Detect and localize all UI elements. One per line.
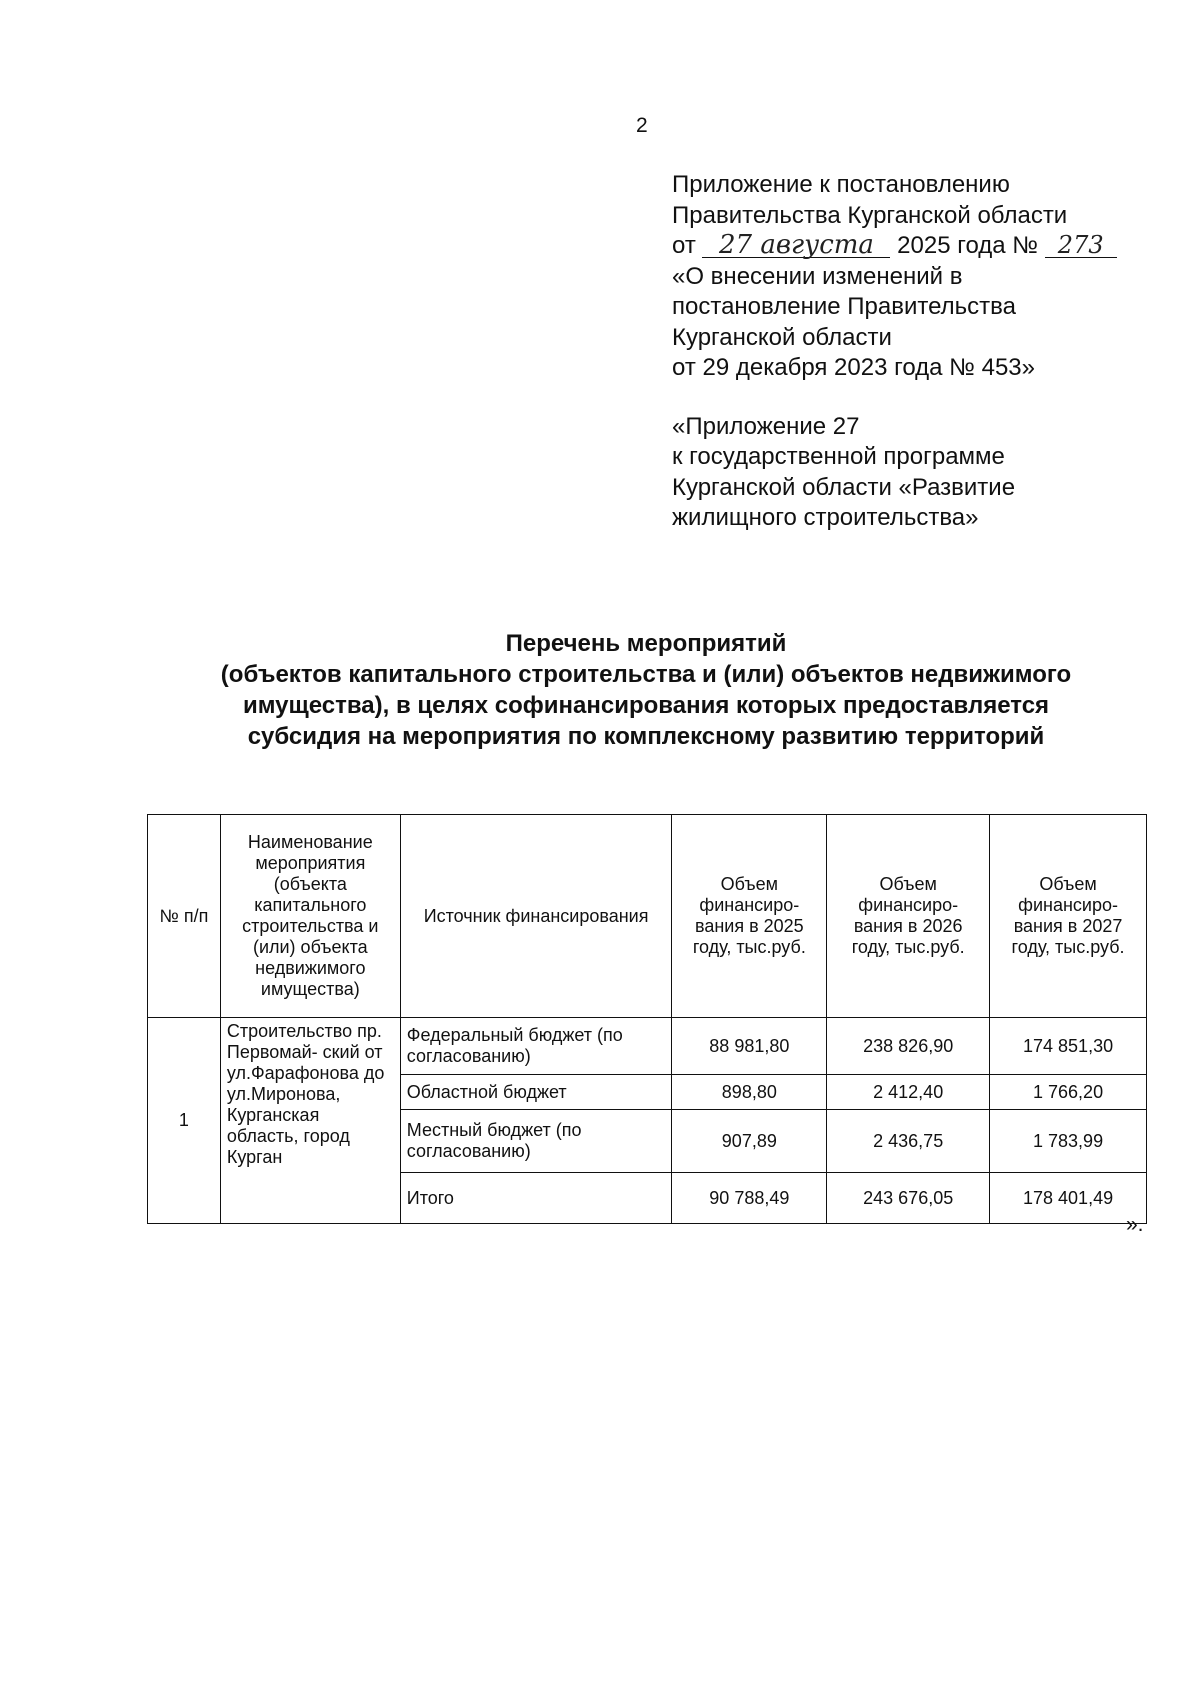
title-line: (объектов капитального строительства и (или) объектов недвижимого <box>220 661 1072 688</box>
header-2025: Объем финансиро- вания в 2025 году, тыс.руб. <box>672 815 827 1018</box>
page-number: 2 <box>636 114 648 137</box>
title-line: имущества), в целях софинансирования которых предоставляется <box>242 692 1050 719</box>
value-2026: 2 436,75 <box>827 1110 990 1173</box>
annex-line: «Приложение 27 <box>672 412 860 440</box>
object-name: Строительство пр. Первомай- ский от ул.Фарафонова до ул.Миронова, Курганская область, город Курган <box>220 1018 400 1224</box>
source-cell: Федеральный бюджет (по согласованию) <box>400 1018 672 1075</box>
value-2027: 1 766,20 <box>990 1075 1147 1110</box>
annex-line: от 29 декабря 2023 года № 453» <box>672 354 1035 381</box>
table-header-row <box>148 815 1147 1018</box>
annex-date-line <box>672 231 1142 262</box>
header-2027: Объем финансиро- вания в 2027 году, тыс.руб. <box>990 815 1147 1018</box>
value-2027: 174 851,30 <box>990 1018 1147 1075</box>
header-source: Источник финансирования <box>400 815 672 1018</box>
annex-line: Приложение к постановлению <box>672 171 1010 198</box>
annex-line: к государственной программе <box>672 443 1005 470</box>
source-cell: Областной бюджет <box>400 1075 672 1110</box>
financing-table <box>147 814 1147 1224</box>
value-2025: 907,89 <box>672 1110 827 1173</box>
header-2026: Объем финансиро- вания в 2026 году, тыс.руб. <box>827 815 990 1018</box>
header-no: № п/п <box>148 815 221 1018</box>
value-2025: 90 788,49 <box>672 1173 827 1224</box>
source-cell: Итого <box>400 1173 672 1224</box>
table-row <box>148 1018 1147 1075</box>
value-2026: 238 826,90 <box>827 1018 990 1075</box>
row-index: 1 <box>148 1018 221 1224</box>
annex-date-middle: 2025 года № <box>897 232 1039 259</box>
value-2027: 178 401,49 <box>990 1173 1147 1224</box>
title-line: субсидия на мероприятия по комплексному развитию территорий <box>247 723 1045 750</box>
annex-date-prefix: от <box>672 232 696 259</box>
value-2025: 88 981,80 <box>672 1018 827 1075</box>
closing-quote: ». <box>1126 1213 1144 1236</box>
source-cell: Местный бюджет (по согласованию) <box>400 1110 672 1173</box>
value-2025: 898,80 <box>672 1075 827 1110</box>
document-title <box>148 628 1144 752</box>
annex-line: жилищного строительства» <box>672 504 979 531</box>
value-2027: 1 783,99 <box>990 1110 1147 1173</box>
value-2026: 243 676,05 <box>827 1173 990 1224</box>
annex-line: Курганской области «Развитие <box>672 473 1016 501</box>
annex-block <box>672 170 1142 534</box>
annex-line: «О внесении изменений в <box>672 262 963 290</box>
title-line: Перечень мероприятий <box>505 630 787 657</box>
annex-line: постановление Правительства <box>672 293 1016 320</box>
value-2026: 2 412,40 <box>827 1075 990 1110</box>
handwritten-date: 27 августа <box>702 233 890 258</box>
annex-line: Правительства Курганской области <box>672 201 1068 229</box>
handwritten-number: 273 <box>1045 233 1117 258</box>
header-name: Наименование мероприятия (объекта капитального строительства и (или) объекта недвижимого имущества) <box>220 815 400 1018</box>
annex-line: Курганской области <box>672 323 892 351</box>
